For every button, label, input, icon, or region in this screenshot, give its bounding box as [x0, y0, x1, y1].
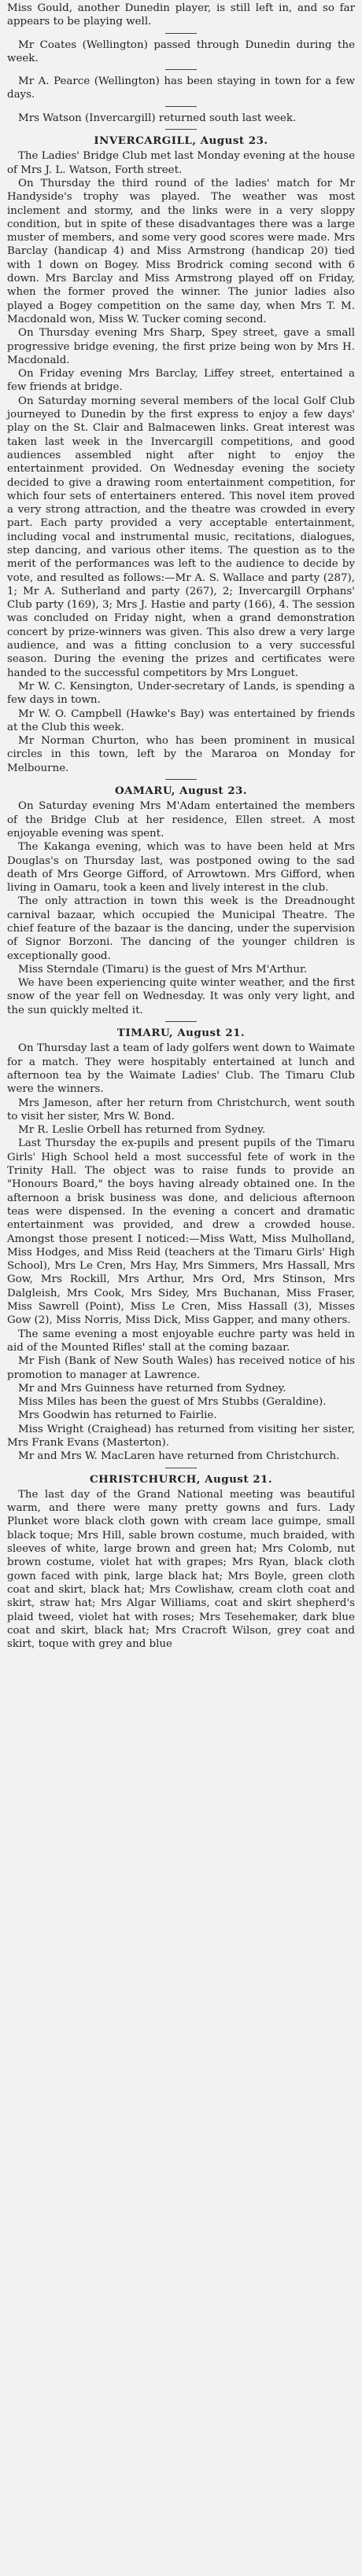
- paragraph: On Saturday evening Mrs M'Adam entertained the members of the Bridge Club at her residence, Ellen street. A most enjoyable evening was spent.: [7, 800, 355, 840]
- paragraph: Mrs Goodwin has returned to Fairlie.: [18, 1409, 217, 1422]
- paragraph: Miss Miles has been the guest of Mrs Stubbs (Geraldine).: [18, 1396, 327, 1409]
- town-section: [7, 1027, 355, 1464]
- section-divider: [165, 33, 197, 34]
- paragraph: Mr Norman Churton, who has been prominent in musical circles in this town, left by the Mararoa on Monday for Melbourne.: [7, 735, 355, 774]
- town-section: [7, 785, 355, 1017]
- paragraph: The last day of the Grand National meeting was beautiful warm, and there were many pretty gowns and furs. Lady Plunket wore black cloth gown with cream lace guimpe, small black toque; Mrs Hill, sable brown costume, much braided, with sleeves of white, large brown and green hat; Mrs Colomb, nut brown costume, violet hat with grapes; Mrs Ryan, black cloth gown faced with pink, large black hat; Mrs Boyle, green cloth coat and skirt, black hat; Mrs Cowlishaw, cream cloth coat and skirt, straw hat; Mrs Algar Williams, coat and skirt shepherd's plaid tweed, violet hat with roses; Mrs Tesehemaker, dark blue coat and skirt, black hat; Mrs Cracroft Wilson, grey coat and skirt, toque with grey and blue: [7, 1488, 355, 1651]
- paragraph: On Friday evening Mrs Barclay, Liffey street, entertained a few friends at bridge.: [7, 368, 355, 394]
- section-divider: [165, 129, 197, 130]
- paragraph: On Thursday last a team of lady golfers went down to Waimate for a match. They were hospitably entertained at lunch and afternoon tea by the Waimate Ladies' Club. The Timaru Club were the winners.: [7, 1042, 355, 1096]
- town-section: [7, 134, 355, 775]
- section-divider: [165, 1021, 197, 1022]
- paragraph: Mr R. Leslie Orbell has returned from Sydney.: [18, 1124, 266, 1137]
- section-heading: OAMARU, August 23.: [114, 785, 248, 798]
- paragraph: The only attraction in town this week is the Dreadnought carnival bazaar, which occupied the Municipal Theatre. The chief feature of the bazaar is the dancing, under the supervision of Signor Borzoni. The dancing of the younger children is exceptionally good.: [7, 895, 355, 962]
- paragraph: Mr Coates (Wellington) passed through Dunedin during the week.: [7, 39, 355, 64]
- paragraph: We have been experiencing quite winter weather, and the first snow of the year fell on Wednesday. It was only very light, and the sun quickly melted it.: [7, 977, 355, 1016]
- paragraph: The same evening a most enjoyable euchre party was held in aid of the Mounted Rifles' stall at the coming bazaar.: [7, 1328, 355, 1354]
- section-divider: [165, 779, 197, 780]
- paragraph: Miss Gould, another Dunedin player, is still left in, and so far appears to be playing well.: [7, 2, 355, 28]
- paragraph: Mr W. O. Campbell (Hawke's Bay) was entertained by friends at the Club this week.: [7, 707, 355, 733]
- paragraph: On Saturday morning several members of the local Golf Club journeyed to Dunedin by the first express to enjoy a few days' play on the St. Clair and Balmacewen links. Great interest was taken last week in the Invercargill competitions, and good audiences assembled night after night to enjoy the entertainment provided. On Wednesday evening the society decided to give a drawing room entertainment competition, for which four sets of entertainers entered. This novel item proved a very strong attraction, and the theatre was crowded in every part. Each party provided a very acceptable entertainment, including vocal and instrumental music, recitations, dialogues, step dancing, and various other items. The question as to the merit of the performances was left to the audience to decide by vote, and resulted as follows:—Mr A. S. Wallace and party (287), 1; Mr A. Sutherland and party (267), 2; Invercargill Orphans' Club party (169), 3; Mrs J. Hastie and party (166), 4. The session was concluded on Friday night, when a grand demonstration concert by prize-winners was given. This also drew a very large audience, and was a fitting conclusion to a very successful season. During the evening the prizes and certificates were handed to the successful competitors by Mrs Longuet.: [7, 395, 355, 679]
- section-heading: INVERCARGILL, August 23.: [94, 134, 268, 148]
- section-heading: TIMARU, August 21.: [116, 1027, 246, 1040]
- paragraph: The Kakanga evening, which was to have been held at Mrs Douglas's on Thursday last, was postponed owing to the sad death of Mrs George Gifford, of Arrowtown. Mrs Gifford, when living in Oamaru, took a keen and lively interest in the club.: [7, 841, 355, 895]
- newspaper-column: [7, 0, 355, 1651]
- section-heading: CHRISTCHURCH, August 21.: [90, 1472, 272, 1486]
- paragraph: Mr A. Pearce (Wellington) has been staying in town for a few days.: [7, 75, 355, 101]
- paragraph: Mr and Mrs W. MacLaren have returned from Christchurch.: [18, 1450, 340, 1463]
- paragraph: Last Thursday the ex-pupils and present pupils of the Timaru Girls' High School held a most successful fete of work in the Trinity Hall. The object was to raise funds to provide an "Honours Board," the boys having already obtained one. In the afternoon a brisk business was done, and delicious afternoon teas were dispensed. In the evening a concert and dramatic entertainment was provided, and drew a crowded house. Amongst those present I noticed:—Miss Watt, Miss Mulholland, Miss Hodges, and Miss Reid (teachers at the Timaru Girls' High School), Mrs Le Cren, Mrs Hay, Mrs Simmers, Mrs Hassall, Mrs Gow, Mrs Rockill, Mrs Arthur, Mrs Ord, Mrs Stinson, Mrs Dalgleish, Mrs Cook, Mrs Sidey, Mrs Buchanan, Miss Fraser, Miss Sawrell (Point), Miss Le Cren, Miss Hassall (3), Misses Gow (2), Miss Norris, Miss Dick, Miss Gapper, and many others.: [7, 1137, 355, 1327]
- paragraph: Mr and Mrs Guinness have returned from Sydney.: [18, 1382, 286, 1395]
- paragraph: On Thursday evening Mrs Sharp, Spey street, gave a small progressive bridge evening, the first prize being won by Mrs H. Macdonald.: [7, 327, 355, 366]
- section-divider: [165, 69, 197, 70]
- town-section: [7, 1473, 355, 1652]
- section-divider: [165, 106, 197, 107]
- paragraph: The Ladies' Bridge Club met last Monday evening at the house of Mrs J. L. Watson, Forth street.: [7, 150, 355, 176]
- paragraph: Mrs Watson (Invercargill) returned south last week.: [18, 112, 297, 124]
- town-sections: [7, 134, 355, 1651]
- paragraph: Mr Fish (Bank of New South Wales) has received notice of his promotion to manager at Lawrence.: [7, 1355, 355, 1381]
- paragraph: Miss Wright (Craighead) has returned from visiting her sister, Mrs Frank Evans (Masterton).: [7, 1423, 355, 1449]
- paragraph: Mrs Jameson, after her return from Christchurch, went south to visit her sister, Mrs W. Bond.: [7, 1097, 355, 1123]
- paragraph: Mr W. C. Kensington, Under-secretary of Lands, is spending a few days in town.: [7, 680, 355, 707]
- paragraph: On Thursday the third round of the ladies' match for Mr Handyside's trophy was played. The weather was most inclement and stormy, and the links were in a very sloppy condition, but in spite of these disadvantages there was a large muster of members, and some very good scores were made. Mrs Barclay (handicap 4) and Miss Armstrong (handicap 20) tied with 1 down on Bogey. Miss Brodrick coming second with 6 down. Mrs Barclay and Miss Armstrong played off on Friday, when the former proved the winner. The junior ladies also played a Bogey competition on the same day, when Mrs T. M. Macdonald won, Miss W. Tucker coming second.: [7, 177, 355, 325]
- intro-notes: [7, 2, 355, 130]
- paragraph: Miss Sterndale (Timaru) is the guest of Mrs M'Arthur.: [18, 963, 308, 976]
